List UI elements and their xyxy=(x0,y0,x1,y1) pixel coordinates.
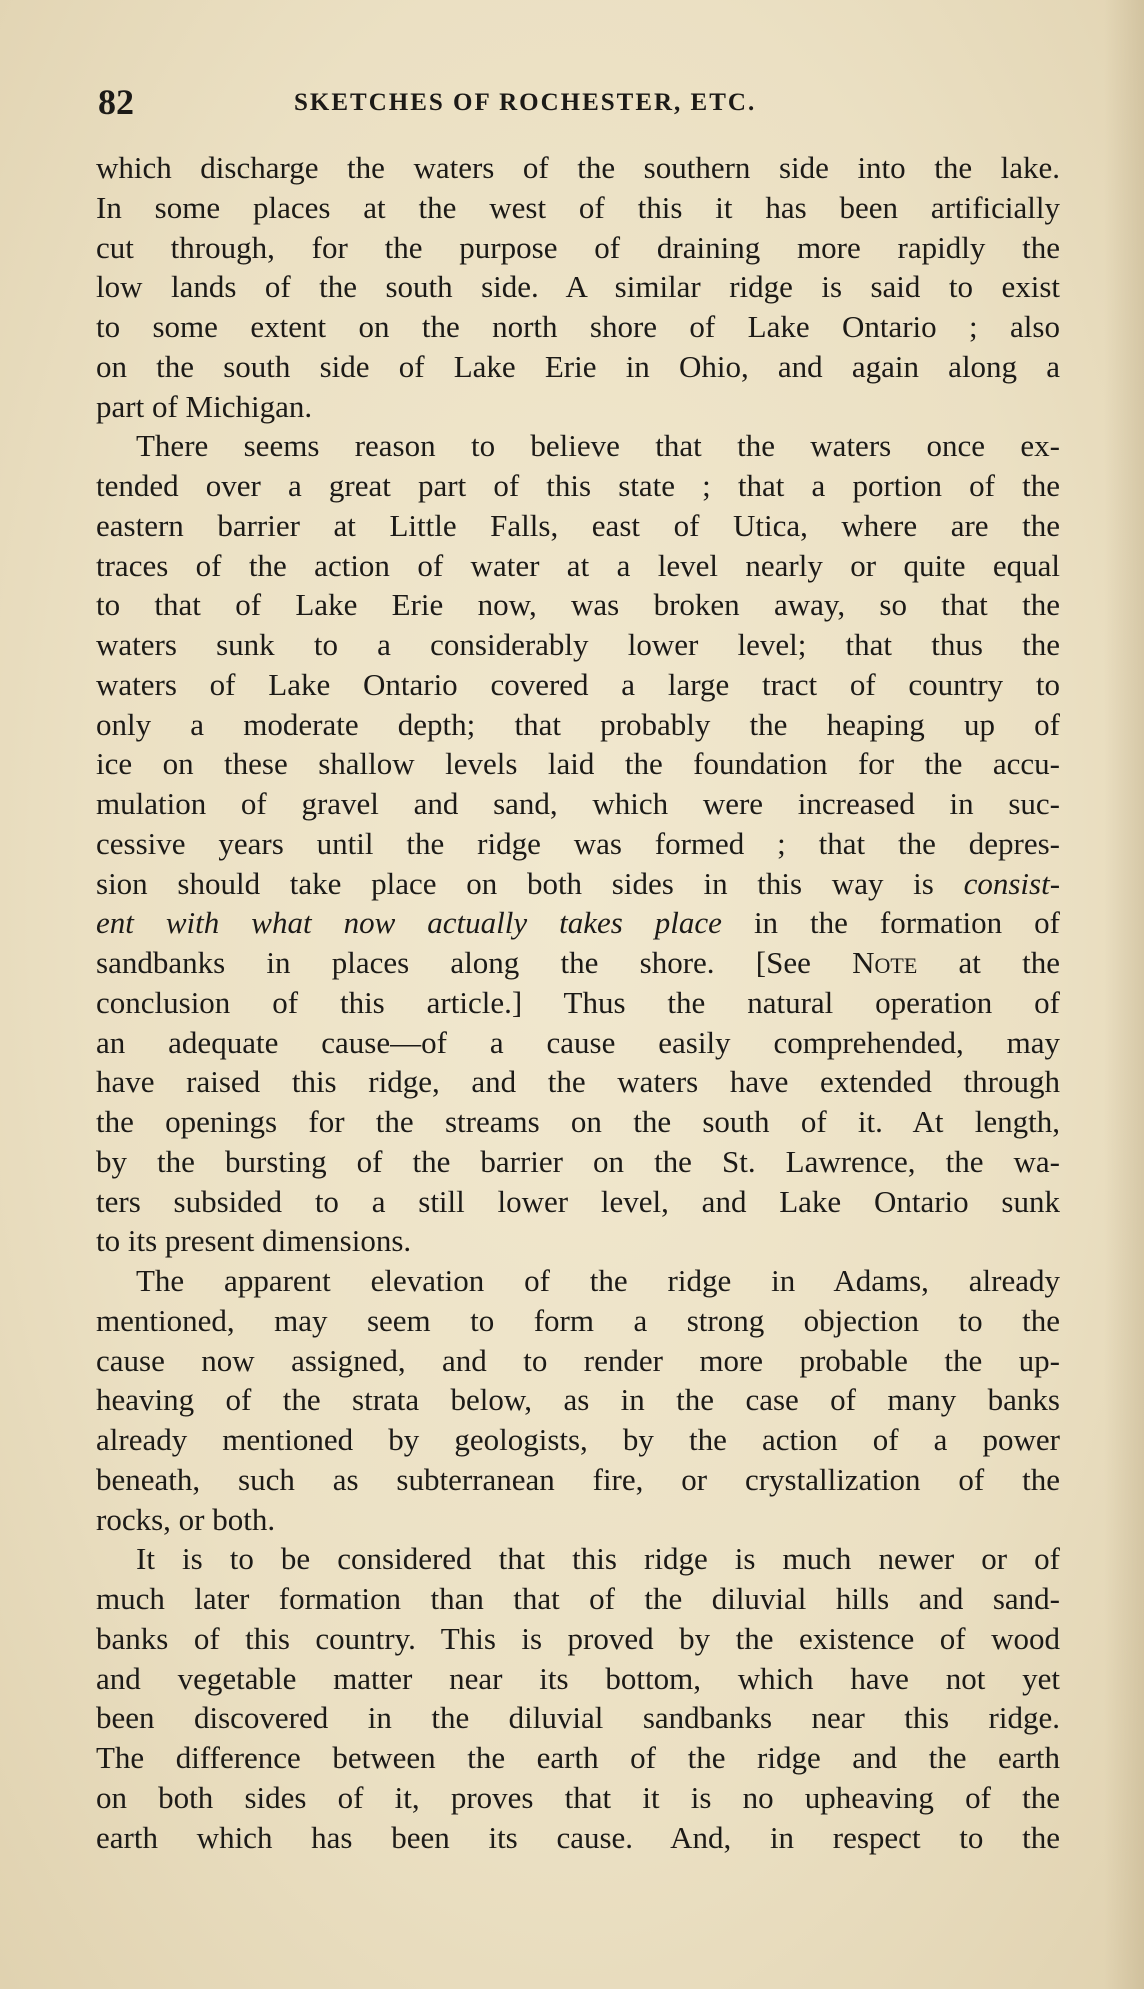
text-line: to its present dimensions. xyxy=(96,1223,412,1259)
text-line: rocks, or both. xyxy=(96,1501,276,1537)
text-line: to some extent on the north shore of Lake Ontario ; also xyxy=(96,309,1060,344)
text-line: much later formation than that of the diluvial hills and sand- xyxy=(96,1581,1060,1616)
text-line: cause now assigned, and to render more probable the up- xyxy=(96,1342,1060,1378)
text-line: It is to be considered that this ridge is much newer or of xyxy=(136,1541,1060,1577)
text-line-mixed xyxy=(96,943,1060,983)
text-line: on the south side of Lake Erie in Ohio, and again along a xyxy=(96,348,1060,384)
text-line: waters of Lake Ontario covered a large tract of country to xyxy=(96,666,1060,702)
text-line-mixed xyxy=(96,903,1060,943)
text-line: There seems reason to believe that the waters once ex- xyxy=(136,428,1060,464)
text-line: already mentioned by geologists, by the action of a power xyxy=(96,1422,1060,1457)
text-line: an adequate cause—of a cause easily comprehended, may xyxy=(96,1024,1060,1060)
body-text xyxy=(96,148,1060,1857)
text-line: ice on these shallow levels laid the foundation for the accu- xyxy=(96,746,1060,782)
text-line: part of Michigan. xyxy=(96,388,313,424)
text-line: the openings for the streams on the south of it. At length, xyxy=(96,1104,1060,1139)
text-line: heaving of the strata below, as in the case of many banks xyxy=(96,1382,1060,1418)
text-line: beneath, such as subterranean fire, or crystallization of the xyxy=(96,1461,1060,1497)
text-segment: sion should take place on both sides in this way is xyxy=(96,865,934,901)
text-line: been discovered in the diluvial sandbanks near this ridge. xyxy=(96,1700,1060,1736)
text-segment: at the xyxy=(958,945,1061,980)
text-line: and vegetable matter near its bottom, which have not yet xyxy=(96,1660,1060,1696)
page-edge-shadow xyxy=(1104,0,1144,1989)
text-line: have raised this ridge, and the waters have extended through xyxy=(96,1064,1060,1100)
text-line: only a moderate depth; that probably the heaping up of xyxy=(96,706,1060,742)
text-line: cessive years until the ridge was formed ; that the depres- xyxy=(96,825,1060,861)
text-segment: sandbanks in places along the shore. [See xyxy=(96,945,811,980)
page-number: 82 xyxy=(98,82,134,122)
text-line: waters sunk to a considerably lower level; that thus the xyxy=(96,627,1060,662)
text-line: ters subsided to a still lower level, and Lake Ontario sunk xyxy=(96,1183,1060,1219)
text-line: conclusion of this article.] Thus the natural operation of xyxy=(96,984,1060,1020)
text-line: which discharge the waters of the southern side into the lake. xyxy=(96,150,1060,185)
text-line: to that of Lake Erie now, was broken away, so that the xyxy=(96,587,1060,623)
text-line: banks of this country. This is proved by the existence of wood xyxy=(96,1620,1060,1656)
text-line: cut through, for the purpose of draining more rapidly the xyxy=(96,229,1060,265)
text-line: eastern barrier at Little Falls, east of Utica, where are the xyxy=(96,507,1060,543)
running-head: SKETCHES OF ROCHESTER, ETC. xyxy=(294,89,757,116)
text-line: mentioned, may seem to form a strong objection to the xyxy=(96,1302,1060,1338)
text-line: traces of the action of water at a level nearly or quite equal xyxy=(96,547,1060,583)
text-line: mulation of gravel and sand, which were increased in suc- xyxy=(96,786,1060,821)
small-caps-segment: Note xyxy=(852,945,918,980)
text-line: tended over a great part of this state ; that a portion of the xyxy=(96,468,1060,503)
text-line: by the bursting of the barrier on the St. Lawrence, the wa- xyxy=(96,1143,1060,1179)
italic-segment: ent with what now actually takes place xyxy=(96,905,722,941)
text-line: earth which has been its cause. And, in respect to the xyxy=(96,1819,1060,1855)
text-line: The difference between the earth of the ridge and the earth xyxy=(96,1740,1060,1775)
text-line-mixed xyxy=(96,864,1060,904)
page-header xyxy=(98,82,1062,122)
italic-segment: consist- xyxy=(963,865,1061,901)
text-segment: in the formation of xyxy=(753,905,1060,941)
text-line: The apparent elevation of the ridge in Adams, already xyxy=(136,1263,1060,1298)
text-line: on both sides of it, proves that it is no upheaving of the xyxy=(96,1779,1060,1815)
text-line: In some places at the west of this it has been artificially xyxy=(96,189,1060,225)
text-line: low lands of the south side. A similar ridge is said to exist xyxy=(96,269,1060,305)
